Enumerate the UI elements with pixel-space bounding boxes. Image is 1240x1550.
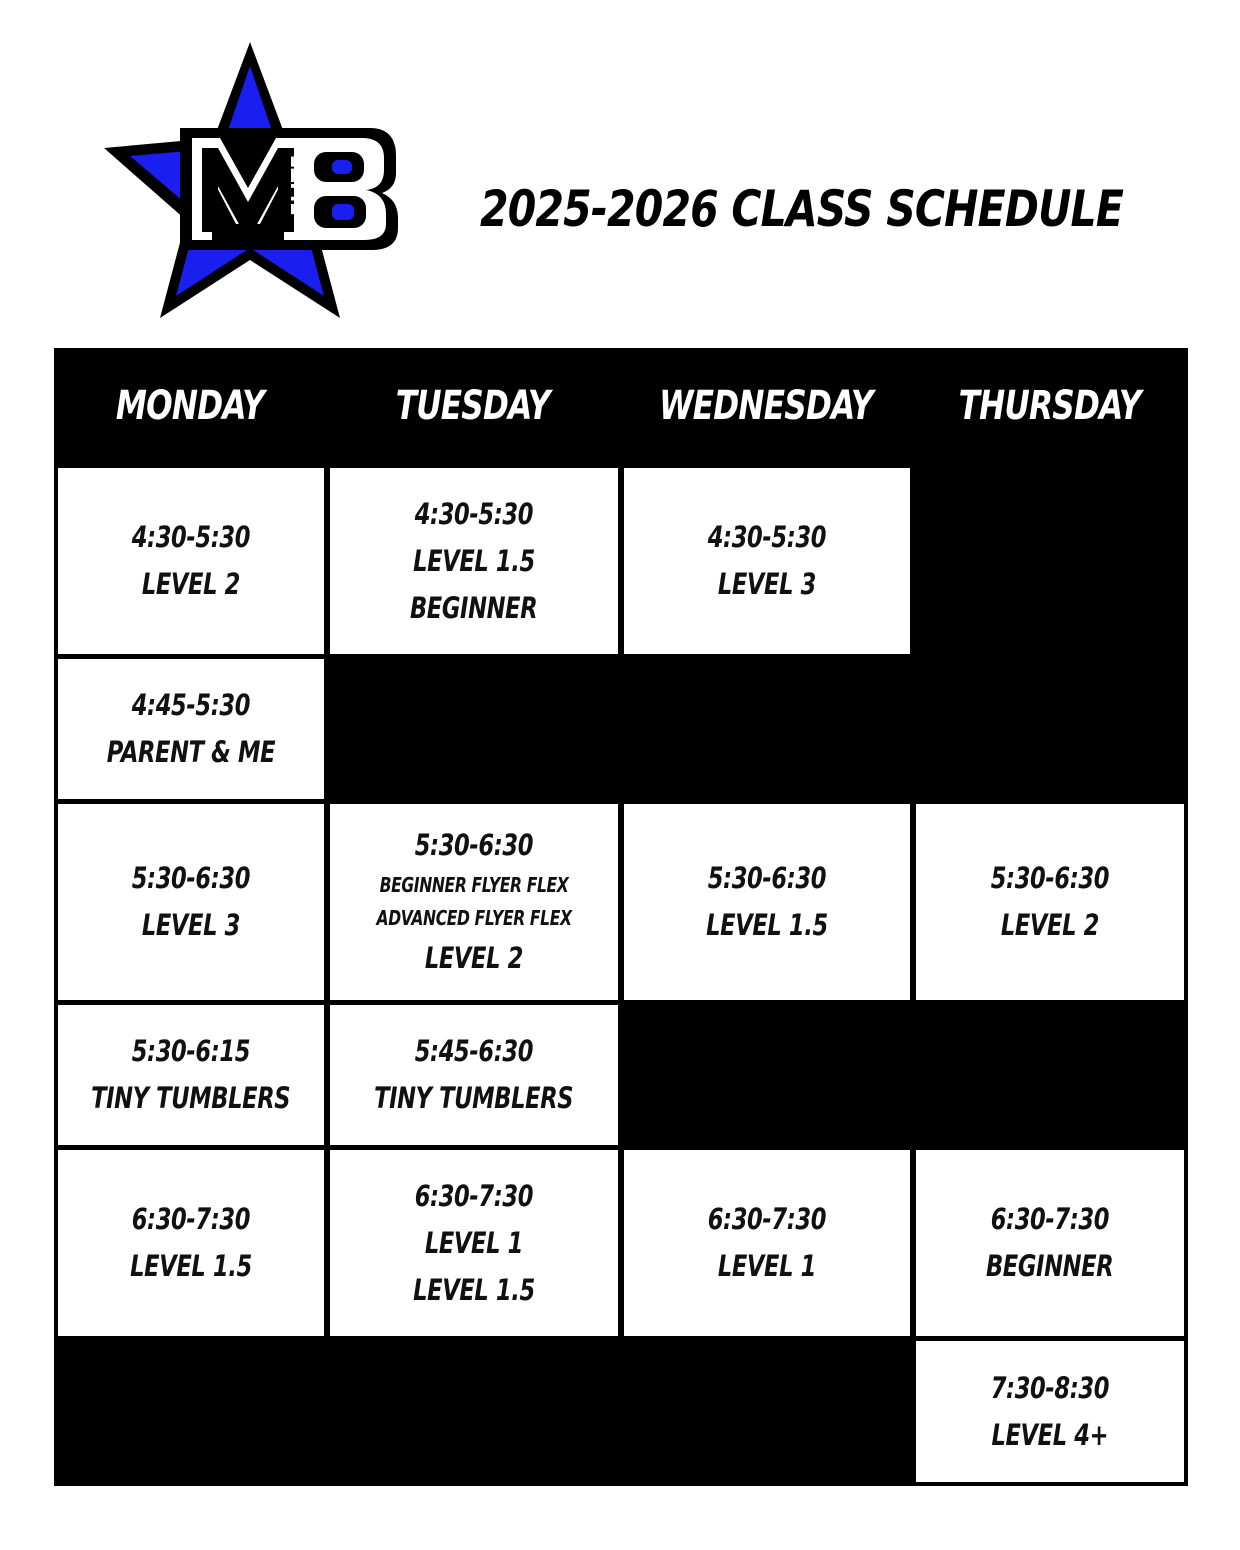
slot-time: 5:30-6:30 [131,861,251,895]
slot-level: BEGINNER [986,1249,1114,1283]
slot-time: 6:30-7:30 [414,1178,534,1213]
slot-level: LEVEL 1 [424,1225,524,1260]
slot-level: LEVEL 2 [1000,908,1100,942]
slot-level: BEGINNER FLYER FLEX [379,873,569,897]
class-slot-monday-5 [58,1150,324,1336]
page-title: 2025-2026 CLASS SCHEDULE [480,180,1124,238]
class-slot-tuesday-1 [330,468,618,654]
slot-level: BEGINNER [410,590,538,625]
slot-time: 4:30-5:30 [131,520,251,554]
slot-time: 5:30-6:30 [990,861,1110,895]
slot-time: 6:30-7:30 [131,1202,251,1236]
slot-level: LEVEL 3 [141,908,241,942]
class-slot-tuesday-3 [330,804,618,1000]
slot-level: LEVEL 1.5 [706,908,828,942]
class-slot-monday-2 [58,659,324,799]
slot-time: 5:30-6:30 [707,861,827,895]
header-wednesday: WEDNESDAY [659,383,873,429]
slot-time: 4:45-5:30 [131,688,251,722]
class-slot-wednesday-1 [624,468,910,654]
slot-level: LEVEL 3 [717,567,817,601]
slot-time: 5:30-6:15 [131,1034,251,1068]
slot-time: 5:45-6:30 [414,1034,534,1068]
slot-level: LEVEL 2 [424,941,524,975]
logo-elite-text: ELITE [287,154,311,216]
header-thursday: THURSDAY [958,383,1142,429]
schedule-grid [54,348,1188,1486]
slot-level: TINY TUMBLERS [91,1081,291,1115]
class-slot-tuesday-5 [330,1150,618,1336]
class-slot-wednesday-5 [624,1150,910,1336]
slot-time: 4:30-5:30 [707,520,827,554]
class-slot-thursday-3 [916,804,1184,1000]
slot-level: LEVEL 1.5 [413,543,535,578]
slot-level: LEVEL 1 [717,1249,817,1283]
slot-time: 6:30-7:30 [990,1202,1110,1236]
slot-level: PARENT & ME [106,735,276,769]
slot-level: LEVEL 1.5 [413,1272,535,1307]
class-slot-monday-1 [58,468,324,654]
header-tuesday: TUESDAY [395,383,551,429]
slot-level: LEVEL 2 [141,567,241,601]
mb-elite-logo [100,38,400,323]
class-slot-monday-4 [58,1005,324,1145]
slot-level: TINY TUMBLERS [374,1081,574,1115]
slot-time: 6:30-7:30 [707,1202,827,1236]
slot-time: 5:30-6:30 [414,828,534,862]
slot-level: LEVEL 4+ [991,1417,1109,1452]
class-slot-wednesday-3 [624,804,910,1000]
class-slot-tuesday-4 [330,1005,618,1145]
slot-level: ADVANCED FLYER FLEX [376,906,572,930]
slot-time: 7:30-8:30 [990,1370,1110,1405]
header-monday: MONDAY [115,383,265,429]
class-slot-monday-3 [58,804,324,1000]
slot-level: LEVEL 1.5 [130,1249,252,1283]
class-slot-thursday-6 [916,1341,1184,1482]
slot-time: 4:30-5:30 [414,496,534,531]
class-slot-thursday-5 [916,1150,1184,1336]
